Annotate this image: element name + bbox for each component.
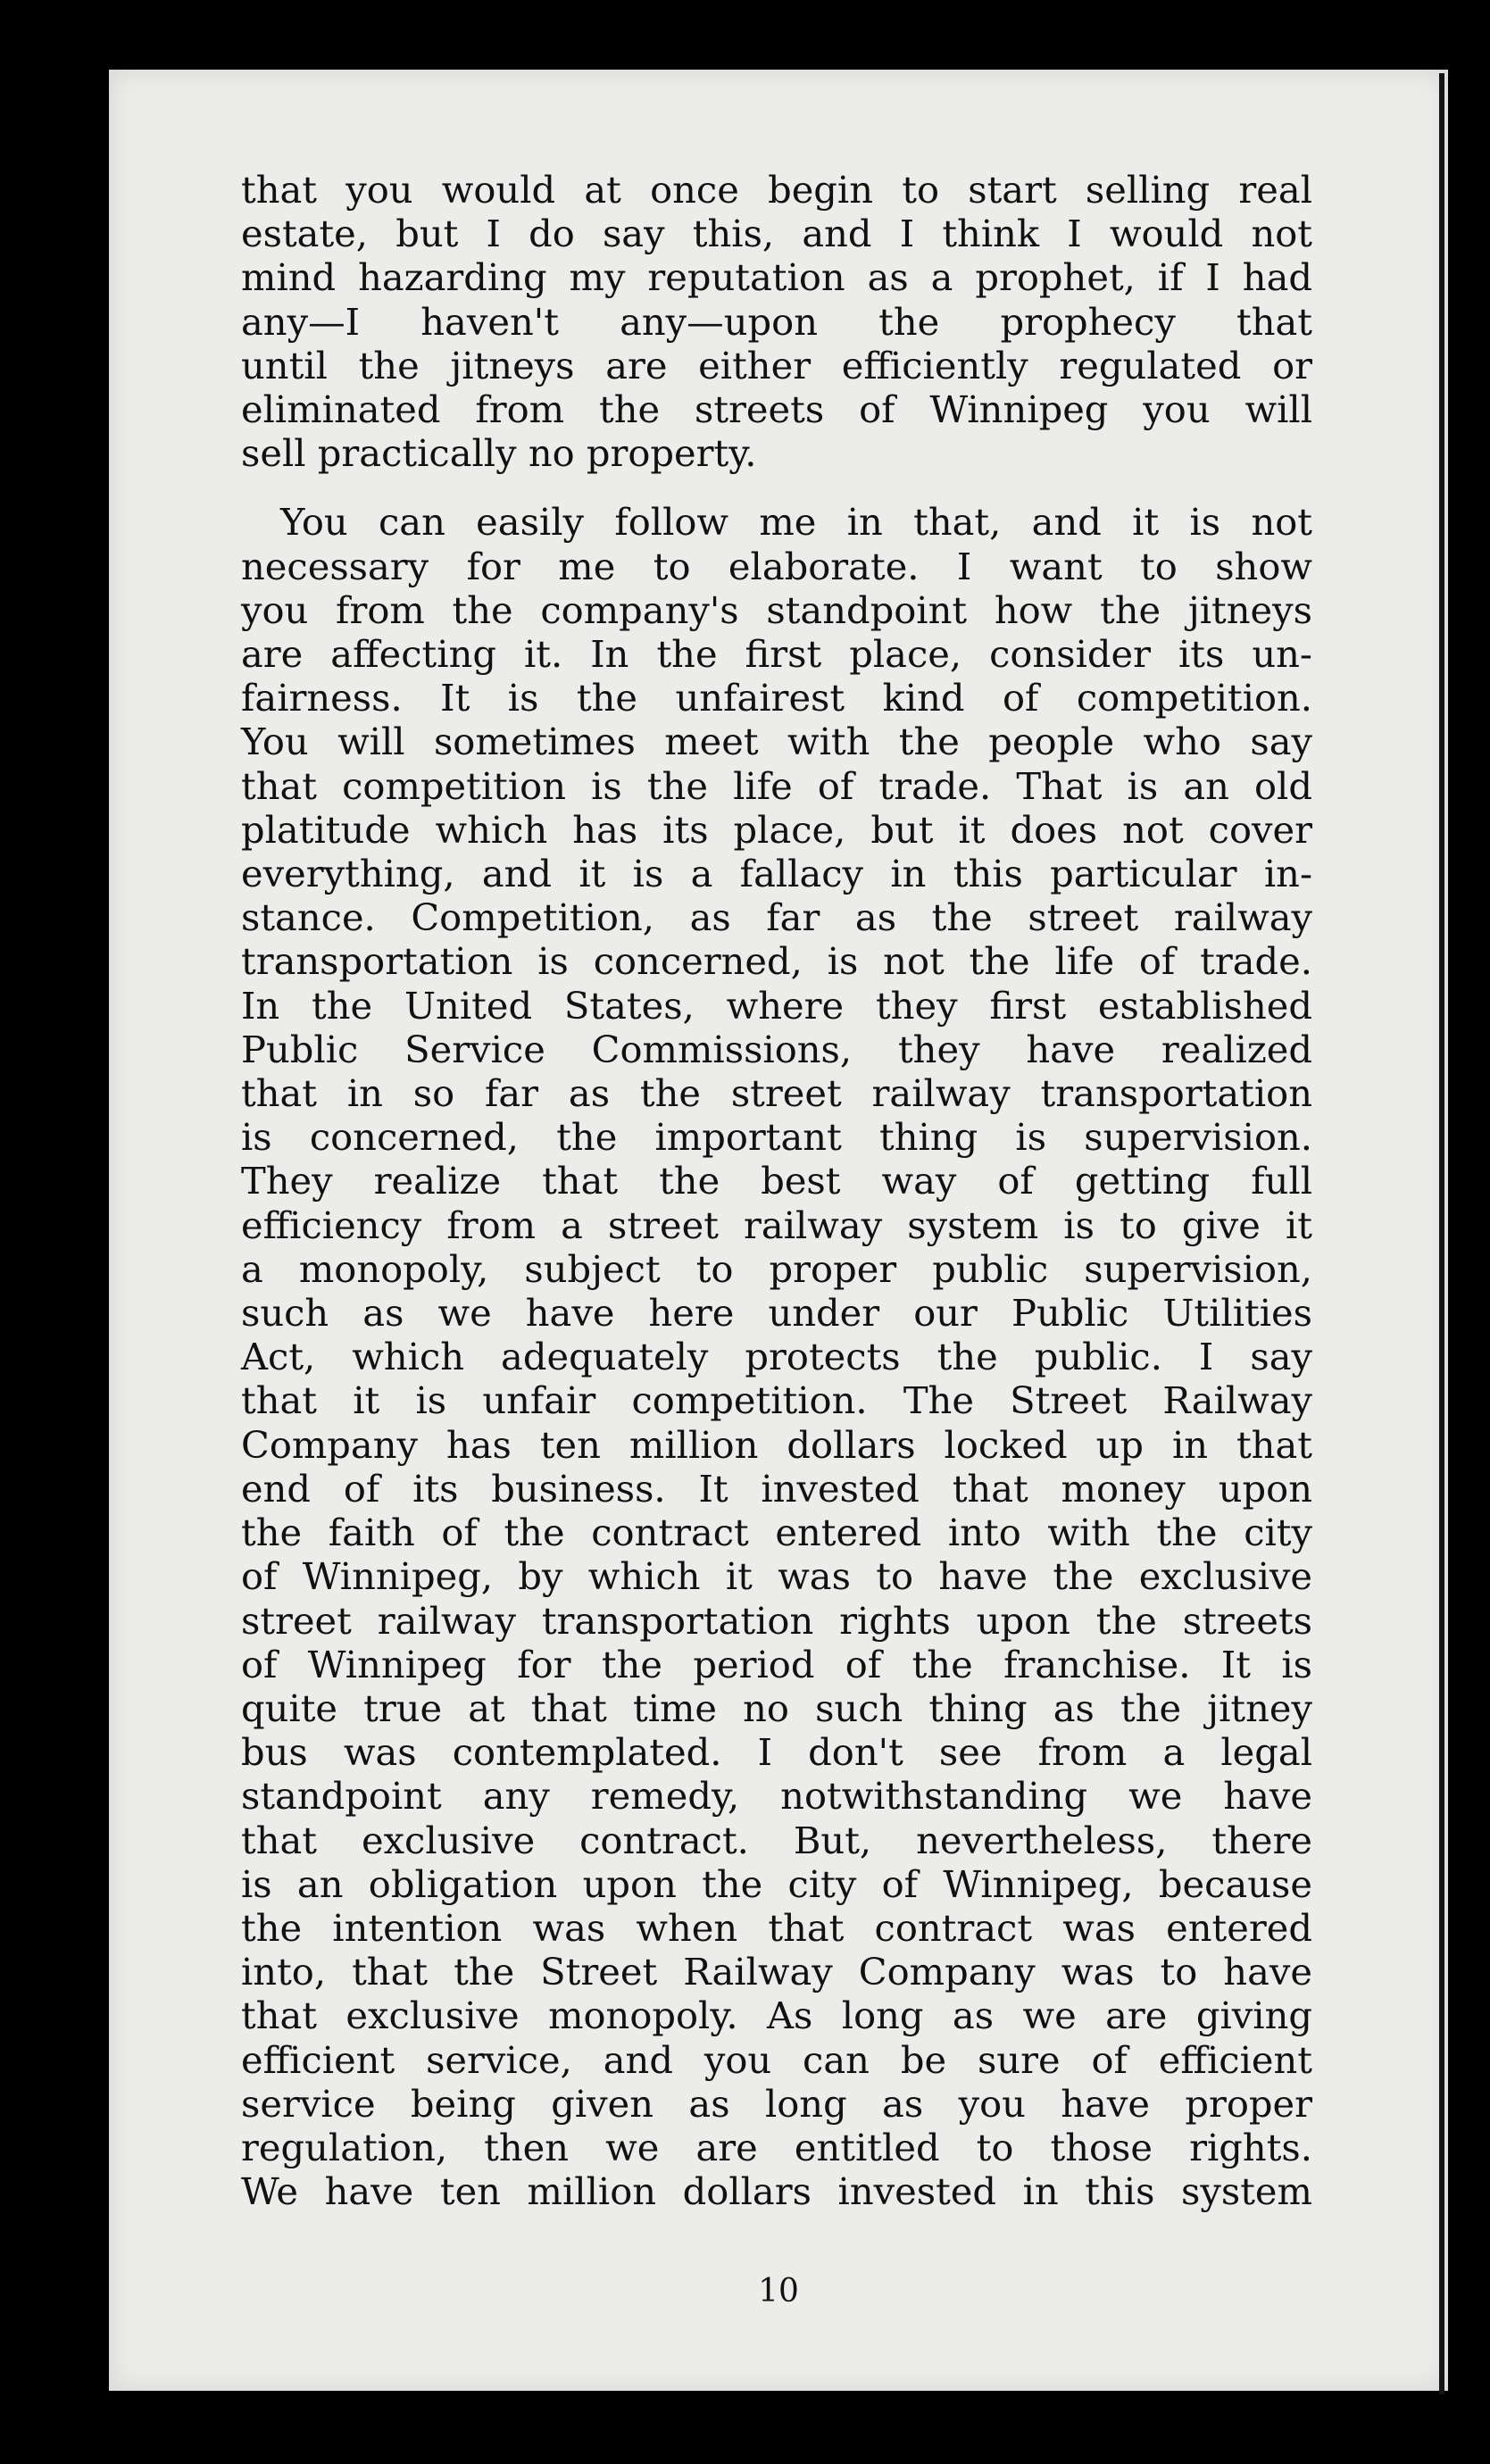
paragraph-1 [241,168,1312,475]
text-line: of Winnipeg, by which it was to have the exclusive [241,1554,1312,1599]
text-line: Public Service Commissions, they have realized [241,1027,1312,1071]
text-line: such as we have here under our Public Utilities [241,1291,1312,1336]
book-page [109,70,1448,2391]
text-line: of Winnipeg for the period of the franchise. It is [241,1642,1312,1686]
text-line: You can easily follow me in that, and it is not [280,500,1312,545]
text-line: Company has ten million dollars locked up in that [241,1422,1312,1467]
text-line: standpoint any remedy, notwithstanding we have [241,1774,1312,1819]
page-edge-shadow [1439,73,1444,2394]
text-line: estate, but I do say this, and I think I would not [241,212,1312,256]
text-line: necessary for me to elaborate. I want to show [241,544,1312,588]
text-line: stance. Competition, as far as the street railway [241,895,1312,940]
text-line: you from the company's standpoint how the jitneys [241,587,1312,632]
text-line: that exclusive contract. But, nevertheless, there [241,1818,1312,1862]
paragraph-gap [241,475,1312,500]
text-line: that it is unfair competition. The Street Railway [241,1378,1312,1423]
text-line: transportation is concerned, is not the life of trade. [241,939,1312,984]
text-line: Act, which adequately protects the public. I say [241,1335,1312,1379]
text-line: quite true at that time no such thing as the jitney [241,1686,1312,1730]
text-line: sell practically no property. [241,431,757,476]
text-line: regulation, then we are entitled to those rights. [241,2125,1312,2169]
text-line: that in so far as the street railway transportation [241,1071,1312,1116]
text-line: platitude which has its place, but it does not cover [241,807,1312,852]
text-line: a monopoly, subject to proper public supervision, [241,1246,1312,1291]
text-line: are affecting it. In the first place, consider its un- [241,632,1312,677]
page-number: 10 [758,2273,799,2310]
text-line: everything, and it is a fallacy in this particular in- [241,852,1312,896]
text-line: We have ten million dollars invested in this system [241,2169,1312,2214]
text-line: that you would at once begin to start selling real [241,168,1312,212]
body-text [241,168,1312,2213]
text-line: the faith of the contract entered into with the city [241,1511,1312,1555]
text-line: You will sometimes meet with the people who say [241,720,1312,764]
text-line: street railway transportation rights upon the streets [241,1598,1312,1643]
text-line: that competition is the life of trade. That is an old [241,763,1312,808]
text-line: efficient service, and you can be sure of efficient [241,2037,1312,2082]
text-line: is concerned, the important thing is supervision. [241,1115,1312,1160]
text-line: until the jitneys are either efficiently regulated or [241,343,1312,387]
text-line: eliminated from the streets of Winnipeg you will [241,387,1312,432]
text-line: end of its business. It invested that money upon [241,1466,1312,1511]
text-line: service being given as long as you have proper [241,2081,1312,2126]
text-line: bus was contemplated. I don't see from a legal [241,1730,1312,1775]
paragraph-2 [241,500,1312,2213]
text-line: is an obligation upon the city of Winnipeg, because [241,1861,1312,1906]
text-line: the intention was when that contract was entered [241,1905,1312,1950]
text-line: They realize that the best way of getting full [241,1159,1312,1203]
text-line: efficiency from a street railway system is to give it [241,1203,1312,1247]
text-line: into, that the Street Railway Company was to have [241,1950,1312,1994]
text-line: any—I haven't any—upon the prophecy that [241,299,1312,344]
text-line: In the United States, where they first established [241,983,1312,1028]
text-line: mind hazarding my reputation as a prophet, if I had [241,255,1312,300]
text-line: that exclusive monopoly. As long as we are giving [241,1994,1312,2038]
text-line: fairness. It is the unfairest kind of competition. [241,676,1312,720]
